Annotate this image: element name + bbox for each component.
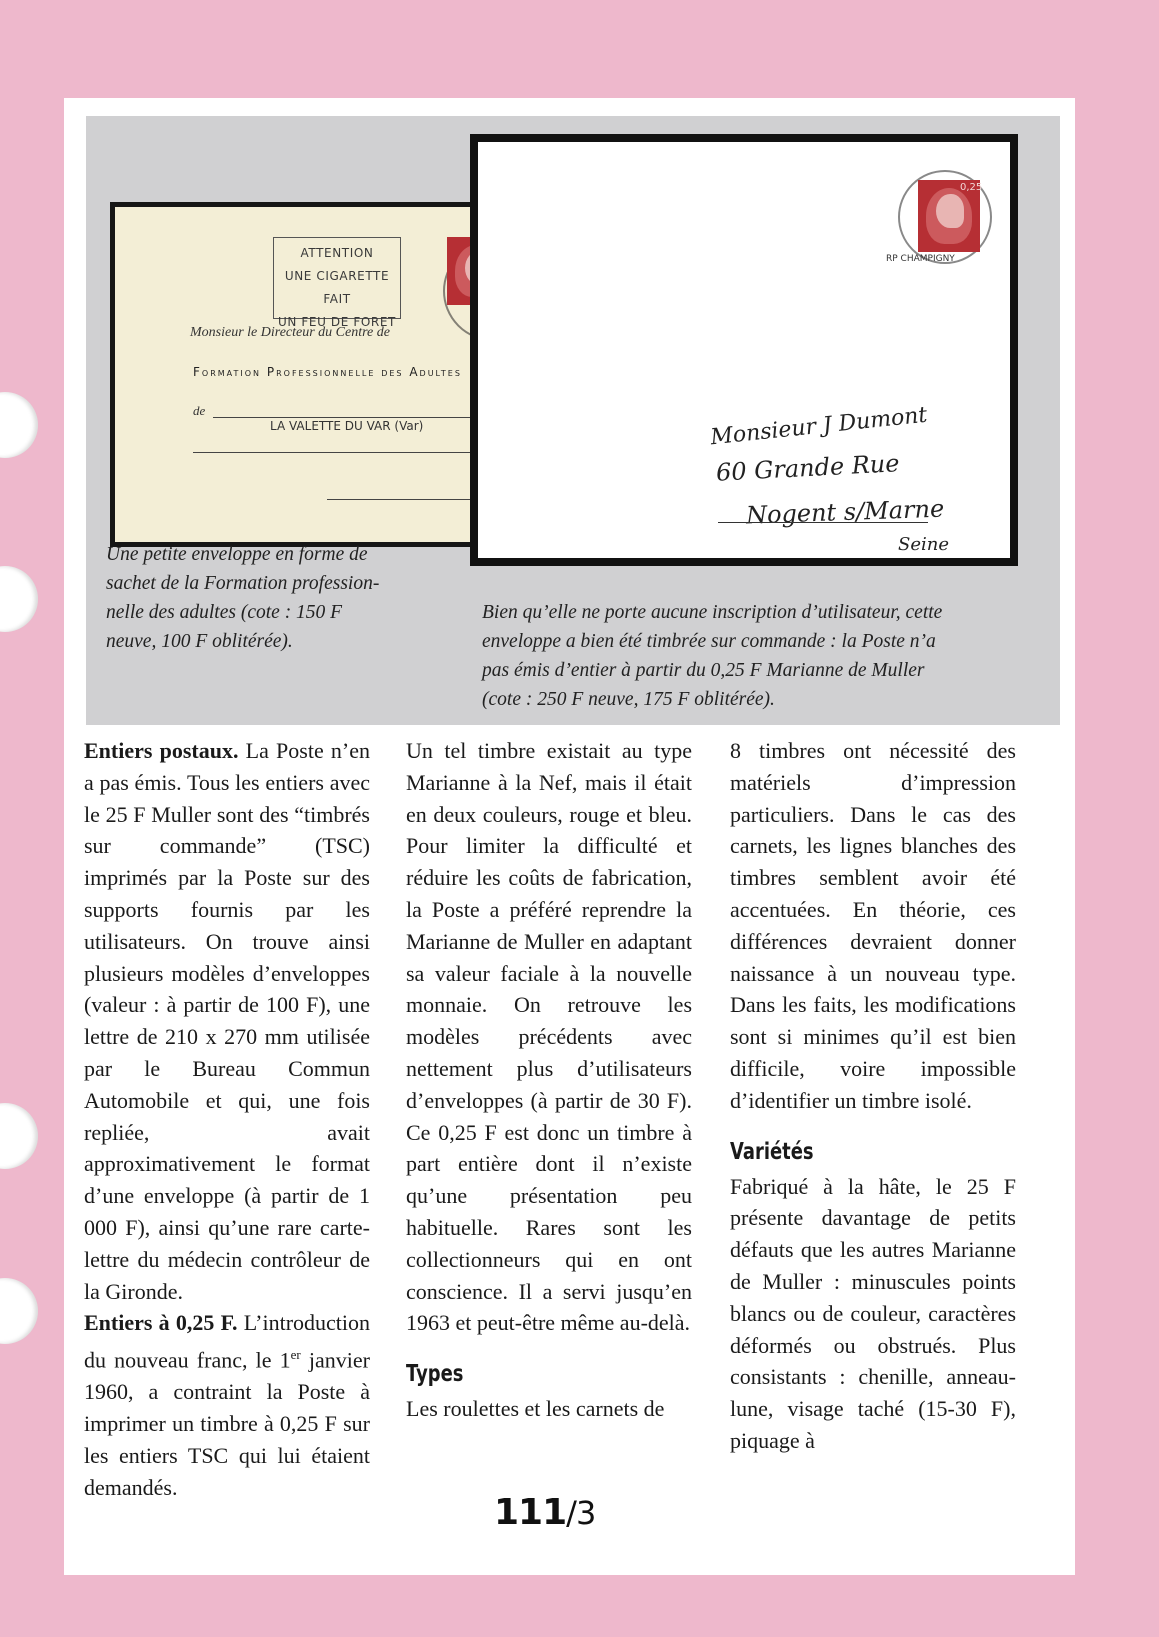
paragraph-text: Fabriqué à la hâte, le 25 F présente davantage de petits défauts que les autres Marianne de Muller : minuscules points blancs ou de couleur, caractères déformés ou obstrués. Plus consistants : chenille, anneau-lune, visage taché (15-30 F), piquage à [730,1173,1016,1453]
caption-line: (cote : 250 F neuve, 175 F oblitérée). [482,689,775,710]
slogan-line: UNE CIGARETTE FAIT [284,269,390,306]
superscript: er [290,1347,301,1363]
caption-line: enveloppe a bien été timbrée sur commande : la Poste n’a [482,631,936,652]
recipient-line: Monsieur le Directeur du Centre de [190,325,390,340]
slogan-box [273,237,401,329]
folio-number: 111 [494,1492,567,1533]
caption-line: Une petite enveloppe en forme de [106,544,368,565]
caption-line: nelle des adultes (cote : 150 F [106,602,343,623]
address-line: Monsieur J Dumont [709,402,929,451]
caption-line: Bien qu’elle ne porte aucune inscription d’utilisateur, cette [482,602,943,623]
lead-entiers-postaux: Entiers postaux. [84,738,239,763]
slogan-line: UN FEU DE FORET [278,315,396,329]
text-column-1 [84,735,370,1503]
paragraph-text: Un tel timbre existait au type Marianne à la Nef, mais il était en deux couleurs, rouge et bleu. Pour limiter la difficulté et réduire les coûts de fabrication, la Poste a préféré reprendre la Marianne de Muller en adaptant sa valeur faciale à la nouvelle monnaie. On retrouve les modèles précédents avec nettement plus d’utilisateurs d’enveloppes (à partir de 30 F). Ce 0,25 F est donc un timbre à part entière dont il n’existe qu’une présentation peu habituelle. Rares sont les collectionneurs qui en ont conscience. Il a servi jusqu’en 1963 et peut-être même au-delà. [406,738,692,1336]
page-folio [494,1492,595,1533]
address-line: Nogent s/Marne [745,494,945,530]
address-line [213,417,505,418]
heading-varietes: Variétés [730,1138,814,1165]
postmark-text: RP CHAMPIGNY [886,254,955,264]
address-line [193,452,505,453]
paragraph-text: 8 timbres ont nécessité des matériels d’impression particuliers. Dans le cas des carnets, les lignes blanches des timbres semblent avoir été accentuées. En théorie, ces différences devraient donner naissance à un nouveau type. Dans les faits, les modifications sont si minimes qu’il est bien difficile, voire impossible d’identifier un timbre isolé. [730,738,1016,1113]
text-column-3 [730,735,1016,1457]
paragraph-text: L’introduction du nouveau franc, le 1 [84,1310,371,1373]
caption-line: sachet de la Formation profession- [106,573,380,594]
town-stamp: LA VALETTE DU VAR (Var) [270,419,424,433]
caption-line: pas émis d’entier à partir du 0,25 F Marianne de Muller [482,660,925,681]
caption-line: neuve, 100 F oblitérée). [106,631,293,652]
address-line: 60 Grande Rue [715,449,901,487]
paragraph-text: Les roulettes et les carnets de [406,1396,665,1422]
address-line: Seine [898,534,949,555]
punch-hole-1 [0,392,38,458]
lead-entiers-025: Entiers à 0,25 F. [84,1310,238,1336]
paragraph-entiers-025 [84,1307,370,1503]
heading-types: Types [406,1361,464,1388]
punch-hole-2 [0,566,38,632]
caption-left [106,540,466,656]
paragraph-text: La Poste n’en a pas émis. Tous les entiers avec le 25 F Muller sont des “timbrés sur commande” (TSC) imprimés par la Poste sur des supports fournis par les utilisateurs. On trouve ainsi plusieurs modèles d’enveloppes (valeur : à partir de 100 F), une lettre de 210 x 270 mm utilisée par le Bureau Commun Automobile et qui, une fois repliée, avait approximativement le format d’une enveloppe (à partir de 1 000 F), ainsi qu’une rare carte-lettre du médecin contrôleur de la Gironde. [84,738,371,1304]
caption-right [482,598,1042,714]
folio-sheet: /3 [566,1494,596,1532]
underline [718,522,928,523]
slogan-line: ATTENTION [300,246,374,260]
punch-hole-4 [0,1278,38,1344]
page-sheet [64,98,1075,1575]
right-envelope [470,134,1018,566]
institution-name: Formation Professionnelle des Adultes [193,365,462,379]
stamp-value: 0,25 [960,182,983,193]
paragraph-text: janvier 1960, a contraint la Poste à imprimer un timbre à 0,25 F sur les entiers TSC qui lui étaient demandés. [84,1347,370,1500]
punch-hole-3 [0,1103,38,1169]
illustration-photo [86,116,1060,725]
de-label: de [193,403,206,418]
paragraph-entiers-postaux [84,735,370,1307]
text-column-2 [406,735,692,1425]
